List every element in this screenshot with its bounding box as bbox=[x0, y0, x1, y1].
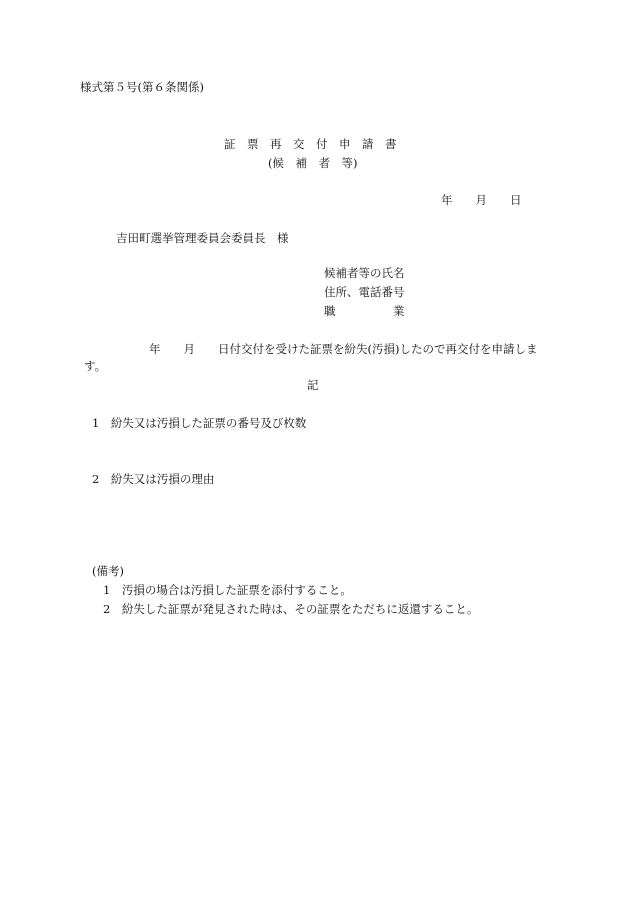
item-lost-damaged-count: 1 紛失又は汚損した証票の番号及び枚数 bbox=[92, 416, 307, 430]
document-title: 証 票 再 交 付 申 請 書 bbox=[224, 137, 397, 151]
remark-line-2: 2 紛失した証票が発見された時は、その証票をただちに返還すること。 bbox=[103, 602, 479, 616]
remarks-heading: (備考) bbox=[92, 564, 124, 578]
application-statement-line-1: 年 月 日付交付を受けた証票を紛失(汚損)したので再交付を申請しま bbox=[149, 342, 538, 356]
date-line: 年 月 日 bbox=[441, 193, 522, 207]
ki-heading: 記 bbox=[307, 378, 319, 392]
form-number: 様式第５号(第６条関係) bbox=[80, 80, 204, 94]
document-subtitle: (候 補 者 等) bbox=[268, 156, 358, 170]
applicant-name-label: 候補者等の氏名 bbox=[324, 266, 405, 280]
recipient-line: 吉田町選挙管理委員会委員長 様 bbox=[116, 231, 289, 245]
applicant-address-label: 住所、電話番号 bbox=[324, 285, 405, 299]
application-statement-line-2: す。 bbox=[84, 359, 107, 373]
item-reason: 2 紛失又は汚損の理由 bbox=[92, 472, 215, 486]
remark-line-1: 1 汚損の場合は汚損した証票を添付すること。 bbox=[103, 583, 352, 597]
applicant-occupation-label: 職 業 bbox=[324, 304, 405, 318]
